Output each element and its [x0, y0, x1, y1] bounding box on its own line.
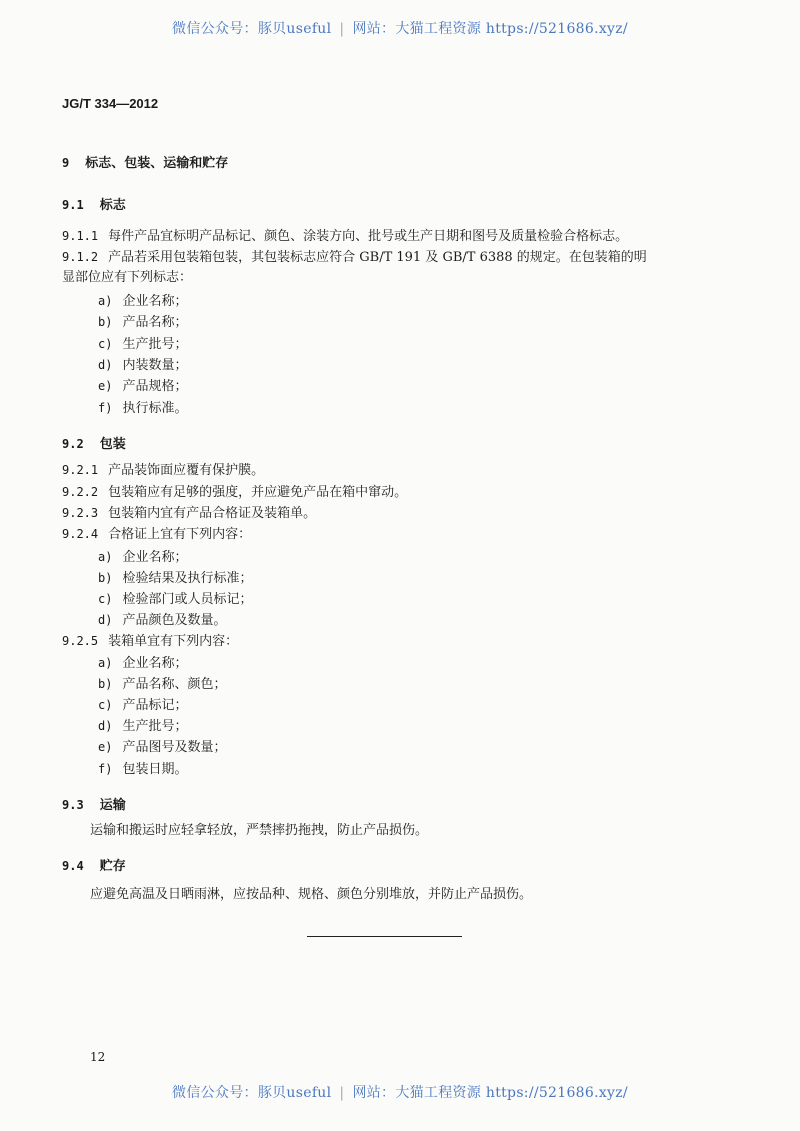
watermark-wechat: 微信公众号：豚贝useful	[172, 1085, 332, 1101]
section-heading	[62, 858, 126, 875]
list-item	[98, 336, 187, 353]
clause-number: a)	[98, 550, 113, 564]
clause-number: d)	[98, 719, 113, 733]
watermark-separator: |	[339, 1085, 345, 1101]
clause-number: 9.1	[62, 198, 84, 212]
clause-number: c)	[98, 337, 113, 351]
clause-text: 应避免高温及日晒雨淋，应按品种、规格、颜色分别堆放，并防止产品损伤。	[90, 887, 533, 902]
paragraph	[62, 633, 238, 650]
section-heading	[62, 797, 126, 814]
paragraph	[62, 505, 316, 522]
clause-number: a)	[98, 656, 113, 670]
clause-text: 检验部门或人员标记；	[122, 592, 253, 607]
list-item	[98, 655, 187, 672]
clause-text: 合格证上宜有下列内容：	[108, 527, 252, 542]
clause-number: c)	[98, 698, 113, 712]
clause-number: 9.2.2	[62, 485, 99, 499]
list-item	[98, 739, 226, 756]
clause-text: 企业名称；	[122, 550, 188, 565]
clause-number: 9.2.3	[62, 506, 99, 520]
clause-number: 9.2.5	[62, 634, 99, 648]
clause-text: 企业名称；	[122, 294, 188, 309]
clause-text: 产品名称；	[122, 315, 188, 330]
watermark-wechat: 微信公众号：豚贝useful	[172, 21, 332, 37]
clause-text: 每件产品宜标明产品标记、颜色、涂装方向、批号或生产日期和图号及质量检验合格标志。	[108, 229, 629, 244]
clause-text: 包装日期。	[122, 762, 188, 777]
section-heading	[62, 197, 126, 214]
clause-number: b)	[98, 315, 113, 329]
clause-text: 产品标记；	[122, 698, 188, 713]
clause-text: 检验结果及执行标准；	[122, 571, 253, 586]
paragraph	[90, 823, 428, 839]
list-item	[98, 697, 187, 714]
clause-number: 9.2	[62, 437, 84, 451]
clause-number: 9.2.1	[62, 463, 99, 477]
clause-text: 标志	[99, 198, 126, 213]
clause-text: 企业名称；	[122, 656, 188, 671]
watermark-bottom	[0, 1082, 800, 1102]
clause-number: f)	[98, 401, 113, 415]
paragraph	[90, 887, 532, 903]
clause-number: b)	[98, 677, 113, 691]
section-heading	[62, 155, 228, 172]
clause-number: d)	[98, 358, 113, 372]
page-number: 12	[90, 1050, 106, 1064]
clause-text: 执行标准。	[122, 401, 188, 416]
clause-text: 产品规格；	[122, 379, 188, 394]
list-item	[98, 357, 187, 374]
clause-number: f)	[98, 762, 113, 776]
clause-text: 标志、包装、运输和贮存	[85, 156, 229, 171]
clause-text: 产品图号及数量；	[122, 740, 227, 755]
list-item	[98, 676, 226, 693]
clause-text: 装箱单宜有下列内容：	[108, 634, 239, 649]
list-item	[98, 314, 187, 331]
paragraph	[62, 249, 647, 266]
list-item	[98, 293, 187, 310]
clause-number: d)	[98, 613, 113, 627]
list-item	[98, 570, 252, 587]
list-item	[98, 591, 252, 608]
clause-number: c)	[98, 592, 113, 606]
watermark-top	[0, 18, 800, 38]
paragraph	[62, 270, 192, 286]
list-item	[98, 549, 187, 566]
clause-text: 产品若采用包装箱包装，其包装标志应符合 GB/T 191 及 GB/T 6388 的规定。在包装箱的明	[108, 250, 647, 265]
paragraph	[62, 526, 251, 543]
paragraph	[62, 228, 628, 245]
paragraph	[62, 484, 407, 501]
clause-text: 运输	[99, 798, 126, 813]
clause-number: e)	[98, 740, 113, 754]
clause-number: a)	[98, 294, 113, 308]
watermark-site: 网站：大猫工程资源 https://521686.xyz/	[352, 1085, 628, 1101]
clause-text: 生产批号；	[122, 337, 188, 352]
list-item	[98, 612, 226, 629]
clause-text: 产品颜色及数量。	[122, 613, 227, 628]
list-item	[98, 718, 187, 735]
clause-text: 产品装饰面应覆有保护膜。	[108, 463, 265, 478]
clause-number: 9.1.2	[62, 250, 99, 264]
clause-text: 贮存	[99, 859, 126, 874]
clause-text: 产品名称、颜色；	[122, 677, 227, 692]
clause-number: e)	[98, 379, 113, 393]
section-heading	[62, 436, 126, 453]
clause-number: b)	[98, 571, 113, 585]
clause-number: 9.1.1	[62, 229, 99, 243]
standard-code: JG/T 334—2012	[62, 96, 159, 111]
list-item	[98, 761, 187, 778]
watermark-separator: |	[339, 21, 345, 37]
end-rule	[307, 936, 462, 937]
clause-text: 内装数量；	[122, 358, 188, 373]
clause-number: 9.4	[62, 859, 84, 873]
clause-number: 9	[62, 156, 70, 170]
list-item	[98, 400, 187, 417]
clause-text: 包装箱应有足够的强度，并应避免产品在箱中窜动。	[108, 485, 408, 500]
clause-number: 9.3	[62, 798, 84, 812]
clause-text: 显部位应有下列标志：	[62, 270, 193, 285]
clause-text: 生产批号；	[122, 719, 188, 734]
clause-text: 包装	[99, 437, 126, 452]
paragraph	[62, 462, 264, 479]
clause-text: 运输和搬运时应轻拿轻放，严禁摔扔拖拽，防止产品损伤。	[90, 823, 429, 838]
clause-text: 包装箱内宜有产品合格证及装箱单。	[108, 506, 317, 521]
watermark-site: 网站：大猫工程资源 https://521686.xyz/	[352, 21, 628, 37]
clause-number: 9.2.4	[62, 527, 99, 541]
list-item	[98, 378, 187, 395]
